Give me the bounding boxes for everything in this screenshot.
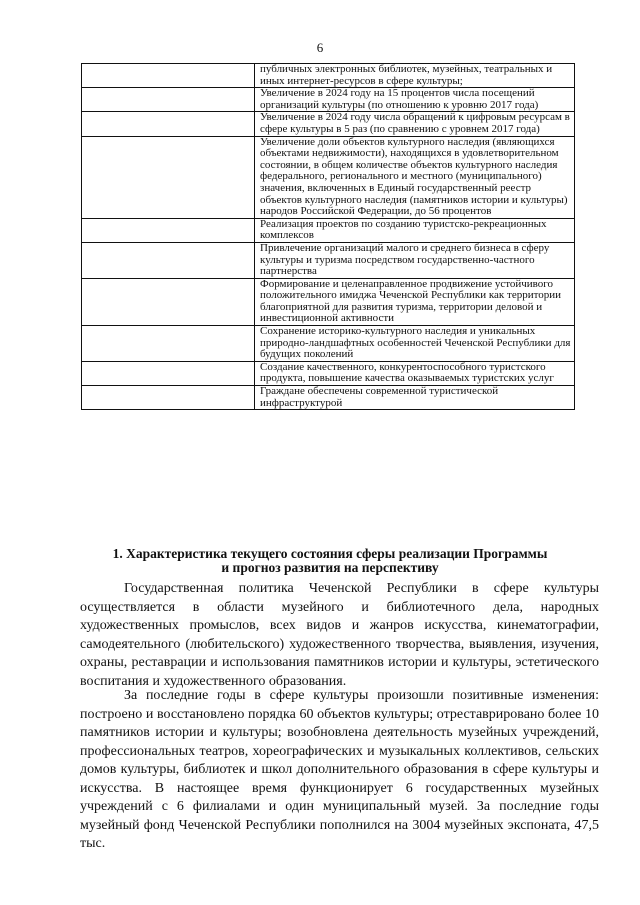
table-cell-empty	[82, 218, 255, 242]
body-paragraph-2: За последние годы в сфере культуры произошли позитивные изменения: построено и восстановлено порядка 60 объектов культуры; отреставрировано более 10 памятников истории и культуры; возобновлена деятельность музейных учреждений, профессиональных театров, хореографических и музыкальных коллективов, сельских домов культуры, библиотек и школ дополнительного образования в сфере культуры и искусства. В настоящее время функционирует 6 государственных музейных учреждений с 6 филиалами и один муниципальный музей. За последние годы музейный фонд Чеченской Республики пополнился на 3004 музейных экспоната, 47,5 тыс.	[80, 688, 599, 851]
table-cell-goal: Создание качественного, конкурентоспособного туристского продукта, повышение качества оказываемых туристских услуг	[255, 361, 575, 385]
table-row	[82, 326, 575, 362]
page-number: 6	[316, 40, 324, 55]
table-row	[82, 218, 575, 242]
table-row	[82, 88, 575, 112]
table-cell-empty	[82, 278, 255, 325]
table-row	[82, 361, 575, 385]
table-cell-empty	[82, 136, 255, 218]
table-cell-empty	[82, 326, 255, 362]
table-cell-goal: Увеличение доли объектов культурного наследия (являющихся объектами недвижимости), находящихся в удовлетворительном состоянии, в общем количестве объектов культурного наследия федерального, регионального и местного (муниципального) значения, включенных в Единый государственный реестр объектов культурного наследия (памятников истории и культуры) народов Российской Федерации, до 56 процентов	[255, 136, 575, 218]
table-row	[82, 112, 575, 136]
table-cell-goal: Сохранение историко-культурного наследия и уникальных природно-ландшафтных особенностей Чеченской Республики для будущих поколений	[255, 326, 575, 362]
table-row	[82, 64, 575, 88]
table-row	[82, 386, 575, 410]
table-cell-goal: Увеличение в 2024 году на 15 процентов числа посещений организаций культуры (по отношению к уровню 2017 года)	[255, 88, 575, 112]
table-cell-empty	[82, 112, 255, 136]
section-heading-line-2: и прогноз развития на перспективу	[221, 560, 439, 575]
goals-table-body	[82, 64, 575, 410]
table-cell-goal: Привлечение организаций малого и среднего бизнеса в сферу культуры и туризма посредством государственно-частного партнерства	[255, 242, 575, 278]
table-row	[82, 278, 575, 325]
table-cell-empty	[82, 242, 255, 278]
table-cell-goal: Увеличение в 2024 году числа обращений к цифровым ресурсам в сфере культуры в 5 раз (по сравнению с уровнем 2017 года)	[255, 112, 575, 136]
table-cell-goal: публичных электронных библиотек, музейных, театральных и иных интернет-ресурсов в сфере культуры;	[255, 64, 575, 88]
table-cell-empty	[82, 386, 255, 410]
table-cell-goal: Граждане обеспечены современной туристической инфраструктурой	[255, 386, 575, 410]
table-cell-empty	[82, 64, 255, 88]
section-heading	[80, 547, 580, 575]
body-paragraph-1: Государственная политика Чеченской Республики в сфере культуры осуществляется в области музейного и библиотечного дела, народных художественных промыслов, всех видов и жанров искусства, кинематографии, самодеятельного (любительского) художественного творчества, выявления, изучения, охраны, реставрации и использования памятников истории и культуры, эстетического воспитания и художественного образования.	[80, 581, 599, 689]
section-heading-line-1: 1. Характеристика текущего состояния сферы реализации Программы	[112, 546, 548, 561]
table-row	[82, 242, 575, 278]
table-row	[82, 136, 575, 218]
goals-table	[81, 63, 575, 410]
table-cell-goal: Реализация проектов по созданию туристско-рекреационных комплексов	[255, 218, 575, 242]
table-cell-empty	[82, 88, 255, 112]
table-cell-goal: Формирование и целенаправленное продвижение устойчивого положительного имиджа Чеченской Республики как территории благоприятной для развития туризма, территории деловой и инвестиционной активности	[255, 278, 575, 325]
table-cell-empty	[82, 361, 255, 385]
